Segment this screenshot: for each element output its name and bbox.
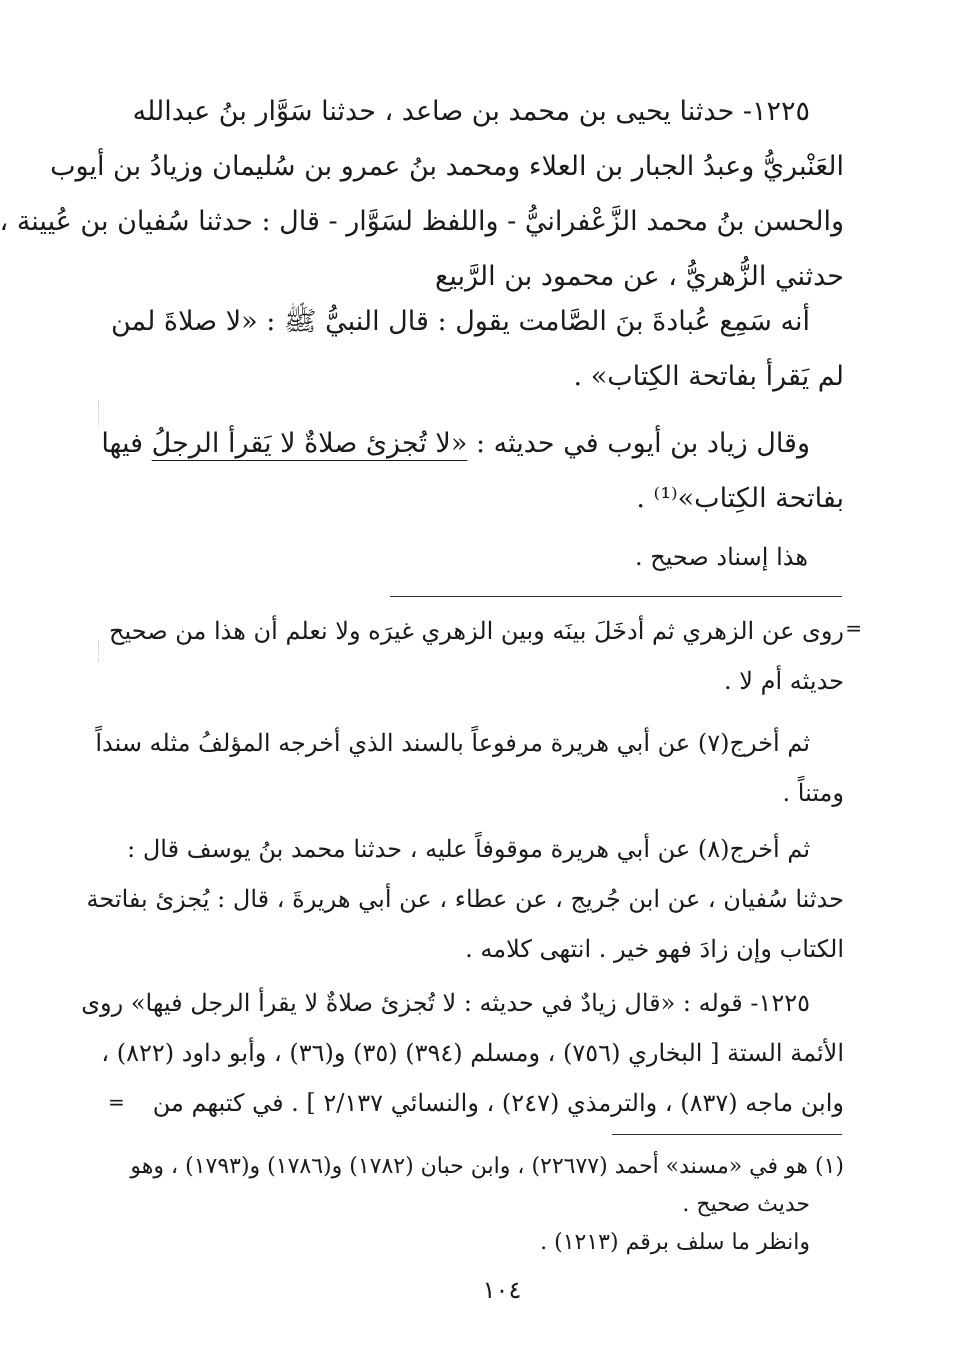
- text-line: أنه سَمِع عُبادةَ بنَ الصَّامت يقول : قال النبيُّ ﷺ : «لا صلاةَ لمن: [110, 306, 810, 337]
- commentary-paragraph: [108, 606, 844, 706]
- text-line: حدثني الزُّهريُّ ، عن محمود بن الرَّبيع: [435, 261, 844, 292]
- text-line: حديثه أم لا .: [724, 667, 844, 695]
- text-line: وانظر ما سلف برقم (١٢١٣) .: [540, 1230, 810, 1255]
- underlined-phrase: «لا تُجزئ صلاةٌ لا يَقرأ الرجلُ: [151, 428, 468, 459]
- text-line: (١) هو في «مسند» أحمد (٢٢٦٧٧) ، وابن حبان (١٧٨٢) و(١٧٨٦) و(١٧٩٣) ، وهو: [130, 1154, 844, 1179]
- text-line: بفاتحة الكِتاب»⁽¹⁾ .: [636, 483, 844, 514]
- text-line: ثم أخرج(٧) عن أبي هريرة مرفوعاً بالسند الذي أخرجه المؤلفُ مثله سنداً: [95, 729, 810, 757]
- text-line: الأئمة الستة [ البخاري (٧٥٦) ، ومسلم (٣٩٤) (٣٥) و(٣٦) ، وأبو داود (٨٢٢) ،: [101, 1039, 844, 1067]
- ziyad-variant-paragraph: [101, 416, 844, 526]
- text-line: والحسن بنُ محمد الزَّعْفرانيُّ - واللفظ لسَوَّار - قال : حدثنا سُفيان بن عُيينة ،: [0, 206, 844, 237]
- text-line: لم يَقرأ بفاتحة الكِتاب» .: [573, 361, 844, 392]
- commentary-paragraph: [81, 978, 844, 1128]
- text-line: هذا إسناد صحيح .: [634, 543, 808, 571]
- hadith-isnad-paragraph: [0, 84, 844, 304]
- footnote-separator-rule: [612, 1134, 842, 1135]
- text-line: العَنْبريُّ وعبدُ الجبار بن العلاء ومحمد بنُ عمرو بن سُليمان وزيادُ بن أيوب: [50, 151, 844, 182]
- continuation-mark: =: [845, 616, 862, 640]
- page-number: ١٠٤: [482, 1276, 522, 1304]
- hadith-matn-paragraph: [110, 294, 844, 404]
- text-line: [101, 416, 844, 471]
- text-line: حدثنا سُفيان ، عن ابن جُريج ، عن عطاء ، عن أبي هريرةَ ، قال : يُجزئ بفاتحة: [86, 885, 844, 913]
- text-line: ١٢٢٥- حدثنا يحيى بن محمد بن صاعد ، حدثنا سَوَّار بنُ عبدالله: [132, 96, 810, 127]
- continuation-mark: =: [108, 1090, 125, 1114]
- isnad-grading: [168, 532, 808, 582]
- text-fragment: فيها: [101, 428, 152, 459]
- scan-margin-mark: [98, 640, 101, 662]
- text-line: وابن ماجه (٨٣٧) ، والترمذي (٢٤٧) ، والنسائي ٢/١٣٧ ] . في كتبهم من: [152, 1089, 844, 1117]
- text-line: ثم أخرج(٨) عن أبي هريرة موقوفاً عليه ، حدثنا محمد بنُ يوسف قال :: [127, 835, 810, 863]
- text-line: روى عن الزهري ثم أدخَلَ بينَه وبين الزهري غيرَه ولا نعلم أن هذا من صحيح: [108, 617, 844, 645]
- text-fragment: وقال زياد بن أيوب في حديثه :: [467, 428, 810, 459]
- commentary-separator-rule: [390, 596, 842, 597]
- commentary-paragraph: [86, 824, 844, 974]
- footnote: [130, 1148, 844, 1224]
- text-line: الكتاب وإن زادَ فهو خير . انتهى كلامه .: [465, 935, 844, 963]
- text-line: حديث صحيح .: [682, 1192, 810, 1217]
- commentary-paragraph: [95, 718, 844, 818]
- footnote-see-also: [104, 1224, 810, 1262]
- text-line: ومتناً .: [782, 779, 844, 807]
- text-line: ١٢٢٥- قوله : «قال زيادٌ في حديثه : لا تُجزئ صلاةٌ لا يقرأ الرجل فيها» روى: [81, 989, 810, 1017]
